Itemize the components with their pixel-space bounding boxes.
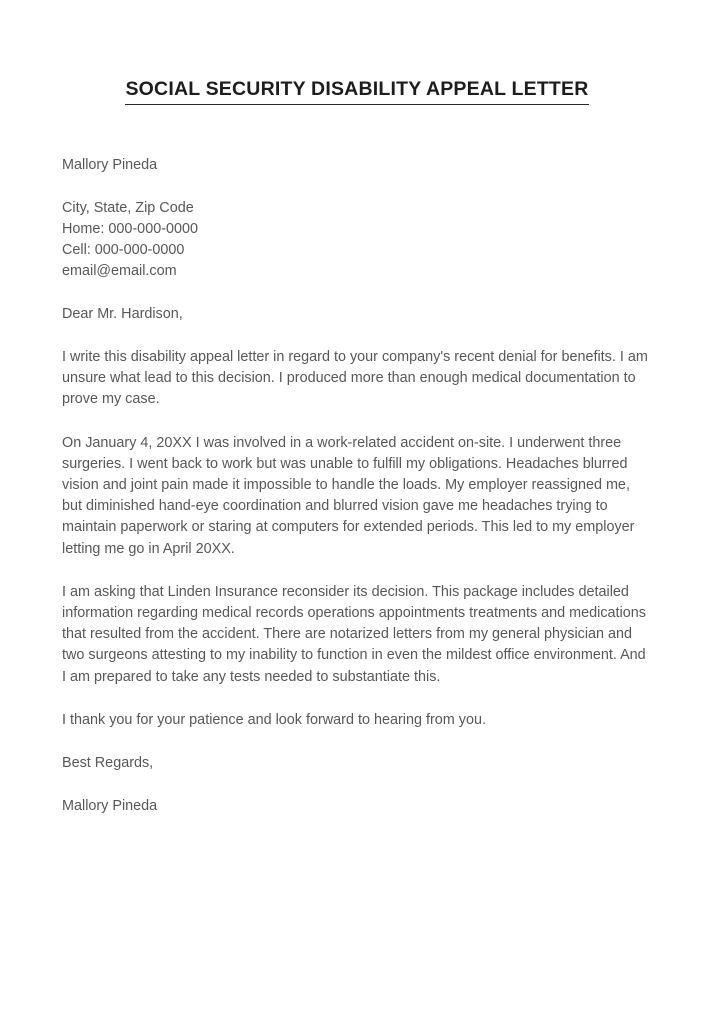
body-paragraph-3: I am asking that Linden Insurance reconsider its decision. This package includes detailed information regarding medical records operations appointments treatments and medications that resulted from the accident. There are notarized letters from my general physician and two surgeons attesting to my inability to function in even the mildest office environment. And I am prepared to take any tests needed to substantiate this. bbox=[62, 583, 646, 685]
signature-name: Mallory Pineda bbox=[62, 797, 158, 814]
sender-name: Mallory Pineda bbox=[62, 157, 158, 173]
body-paragraph-1: I write this disability appeal letter in regard to your company's recent denial for benefits. I am unsure what lead to this decision. I produced more than enough medical documentation to prove my case. bbox=[62, 349, 648, 408]
sender-address-line-cell-phone: Cell: 000-000-0000 bbox=[62, 242, 185, 258]
letter-body bbox=[62, 78, 652, 817]
sender-address-line-email: email@email.com bbox=[62, 263, 177, 279]
closing-salutation: Best Regards, bbox=[62, 754, 154, 771]
page-title-text: SOCIAL SECURITY DISABILITY APPEAL LETTER bbox=[125, 78, 588, 105]
sender-address-line-home-phone: Home: 000-000-0000 bbox=[62, 221, 199, 237]
thank-you-line: I thank you for your patience and look forward to hearing from you. bbox=[62, 711, 486, 728]
body-paragraph-2: On January 4, 20XX I was involved in a work-related accident on-site. I underwent three surgeries. I went back to work but was unable to fulfill my obligations. Headaches blurred vision and joint pain made it impossible to handle the loads. My employer reassigned me, but diminished hand-eye coordination and blurred vision gave me headaches trying to maintain paperwork or staring at computers for extended periods. This led to my employer letting me go in April 20XX. bbox=[62, 434, 635, 557]
page-title bbox=[62, 78, 652, 108]
sender-address-line-city-state-zip: City, State, Zip Code bbox=[62, 200, 194, 216]
sender-address-block bbox=[62, 198, 652, 282]
salutation: Dear Mr. Hardison, bbox=[62, 306, 183, 322]
